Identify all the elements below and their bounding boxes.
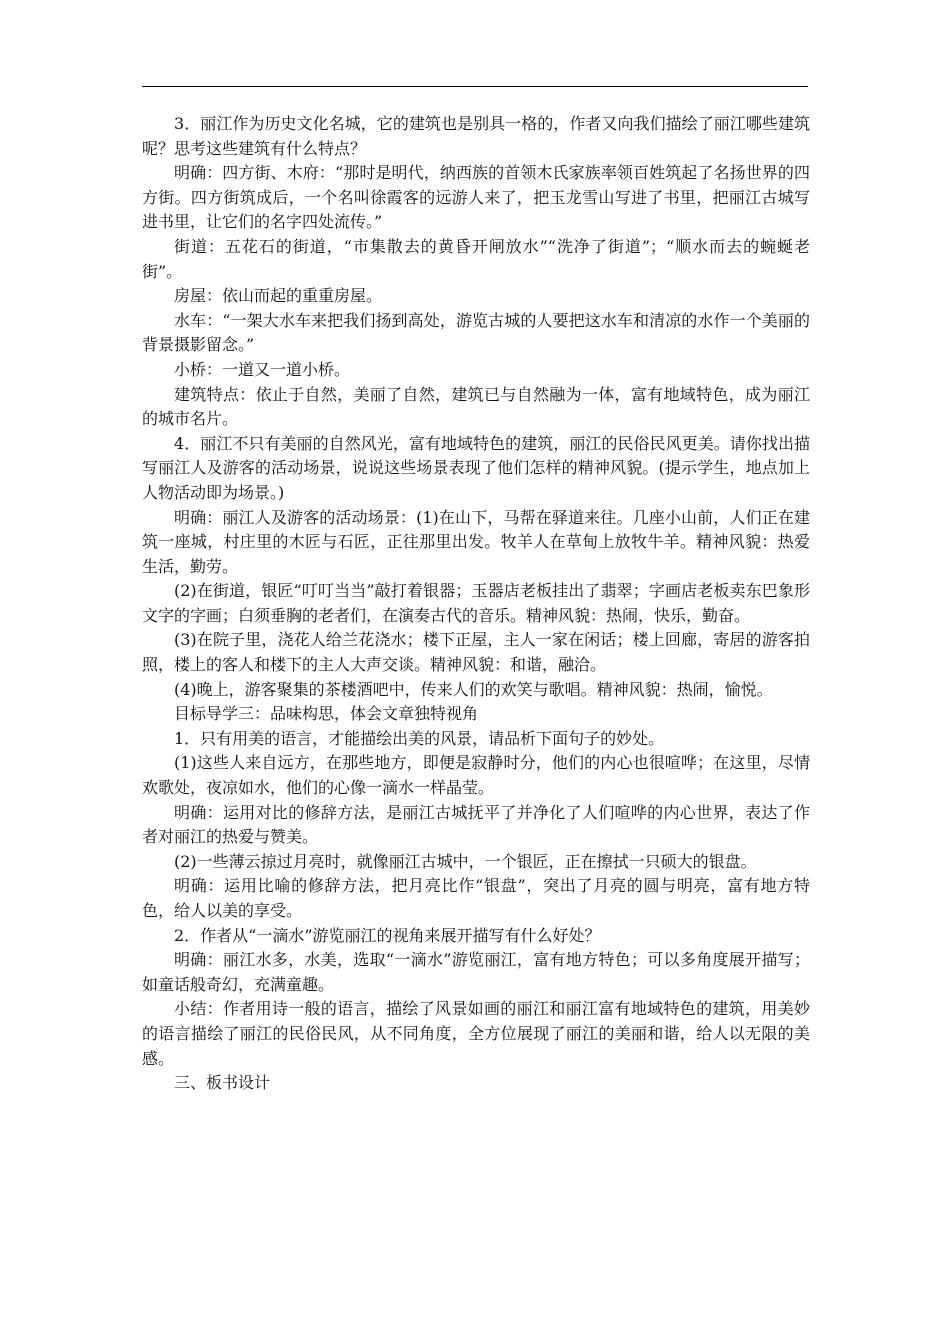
answer-bridge: 小桥：一道又一道小桥。 [174, 359, 351, 379]
answer-scene-3: (3)在院子里，浇花人给兰花浇水；楼下正屋，主人一家在闲话；楼上回廊，寄居的游客拍照，楼上的客人和楼下的主人大声交谈。精神风貌：和谐，融洽。 [142, 630, 810, 675]
question-3: 3．丽江作为历史文化名城，它的建筑也是别具一格的，作者又向我们描绘了丽江哪些建筑呢？思考这些建筑有什么特点？ [142, 114, 810, 158]
section-heading-board-design: 三、板书设计 [174, 1073, 271, 1093]
answer-waterwheel: 水车：“一架大水车来把我们扬到高处，游览古城的人要把这水车和清凉的水作一个美丽的背景摄影留念。” [142, 310, 810, 355]
sentence-1: (1)这些人来自远方，在那些地方，即便是寂静时分，他们的内心也很喧哗；在这里，尽情欢歌处，夜凉如水，他们的心像一滴水一样晶莹。 [142, 753, 810, 798]
answer-houses: 房屋：依山而起的重重房屋。 [174, 286, 383, 306]
question-4: 4．丽江不只有美丽的自然风光，富有地域特色的建筑，丽江的民俗民风更美。请你找出描写丽江人及游客的活动场景，说说这些场景表现了他们怎样的精神风貌。(提示学生，地点加上人物活动即为场景。) [142, 433, 810, 502]
answer-sentence-2: 明确：运用比喻的修辞方法，把月亮比作“银盘”，突出了月亮的圆与明亮，富有地方特色，给人以美的享受。 [142, 876, 810, 920]
answer-scene-2: (2)在街道，银匠“叮叮当当”敲打着银器；玉器店老板挂出了翡翠；字画店老板卖东巴象形文字的字画；白须垂胸的老者们，在演奏古代的音乐。精神风貌：热闹，快乐，勤奋。 [142, 581, 810, 625]
section-heading-goal-3: 目标导学三：品味构思，体会文章独特视角 [174, 704, 479, 724]
architecture-features: 建筑特点：依止于自然，美丽了自然，建筑已与自然融为一体，富有地域特色，成为丽江的城市名片。 [142, 384, 810, 429]
answer-question-3-2: 明确：丽江水多，水美，选取“一滴水”游览丽江，富有地方特色；可以多角度展开描写；如童话般奇幻，充满童趣。 [142, 950, 810, 994]
answer-scene-4: (4)晚上，游客聚集的茶楼酒吧中，传来人们的欢笑与歌唱。精神风貌：热闹，愉悦。 [174, 679, 773, 699]
question-3-2: 2．作者从“一滴水”游览丽江的视角来展开描写有什么好处？ [174, 925, 601, 945]
answer-sentence-1: 明确：运用对比的修辞方法，是丽江古城抚平了并净化了人们喧哗的内心世界，表达了作者对丽江的热爱与赞美。 [142, 802, 810, 847]
answer-paragraph: 明确：四方街、木府：“那时是明代，纳西族的首领木氏家族率领百姓筑起了名扬世界的四方街。四方街筑成后，一个名叫徐霞客的远游人来了，把玉龙雪山写进了书里，把丽江古城写进书里，让它们的名字四处流传。” [142, 163, 810, 232]
document-body [142, 112, 810, 1096]
header-rule [142, 86, 808, 87]
question-3-1: 1．只有用美的语言，才能描绘出美的风景，请品析下面句子的妙处。 [174, 728, 665, 748]
summary: 小结：作者用诗一般的语言，描绘了风景如画的丽江和丽江富有地域特色的建筑，用美妙的语言描绘了丽江的民俗民风，从不同角度，全方位展现了丽江的美丽和谐，给人以无限的美感。 [142, 999, 810, 1068]
sentence-2: (2)一些薄云掠过月亮时，就像丽江古城中，一个银匠，正在擦拭一只硕大的银盘。 [174, 851, 757, 871]
answer-street: 街道：五花石的街道，“市集散去的黄昏开闸放水”“洗净了街道”；“顺水而去的蜿蜒老街”。 [142, 236, 810, 281]
answer-scene-1: 明确：丽江人及游客的活动场景：(1)在山下，马帮在驿道来往。几座小山前，人们正在建筑一座城，村庄里的木匠与石匠，正往那里出发。牧羊人在草甸上放牧牛羊。精神风貌：热爱生活，勤劳。 [142, 507, 810, 576]
